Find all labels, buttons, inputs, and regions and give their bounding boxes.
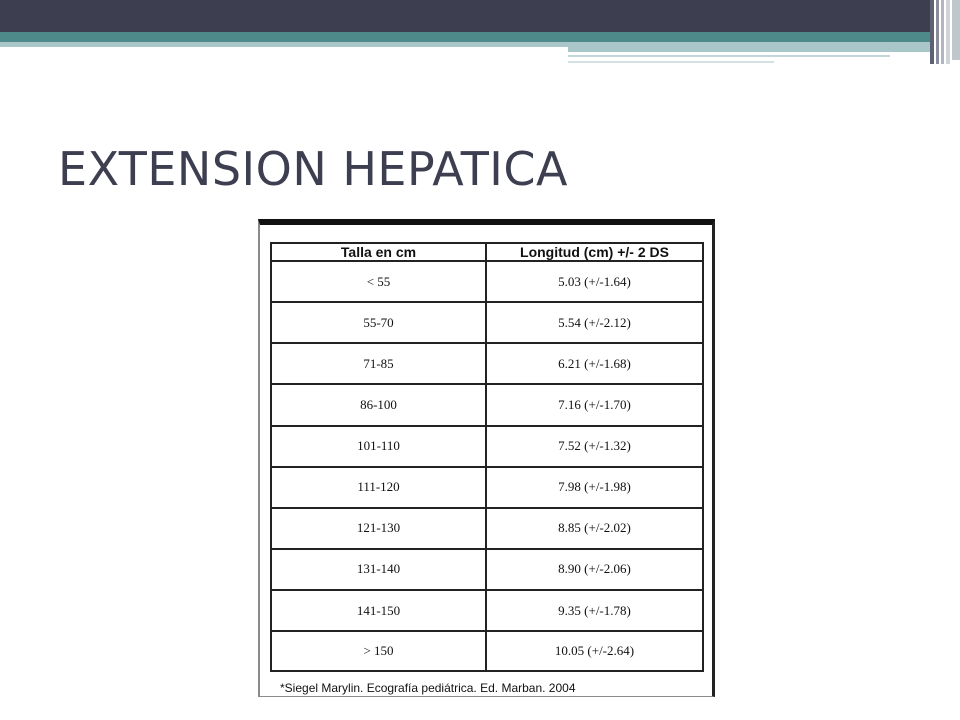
cell-longitud: 6.21 (+/-1.68)	[486, 343, 702, 384]
table-row	[272, 508, 702, 549]
cell-longitud: 7.16 (+/-1.70)	[486, 384, 702, 425]
band-edge-bar	[936, 0, 939, 64]
cell-talla: 101-110	[272, 426, 486, 467]
table-header-row	[272, 244, 702, 261]
cell-talla: 121-130	[272, 508, 486, 549]
cell-longitud: 8.85 (+/-2.02)	[486, 508, 702, 549]
table-row	[272, 549, 702, 590]
header-longitud: Longitud (cm) +/- 2 DS	[486, 244, 702, 261]
cell-talla: 55-70	[272, 302, 486, 343]
table-row	[272, 343, 702, 384]
table-row	[272, 590, 702, 631]
table-row	[272, 631, 702, 670]
band-light-stripe-left	[0, 42, 568, 47]
table-image-frame	[258, 219, 715, 697]
band-edge-bar	[952, 0, 960, 60]
table-row	[272, 261, 702, 302]
table-row	[272, 384, 702, 425]
header-talla: Talla en cm	[272, 244, 486, 261]
table-row	[272, 426, 702, 467]
source-citation: *Siegel Marylin. Ecografía pediátrica. Ed. Marban. 2004	[280, 681, 576, 695]
band-light-stripe-right	[568, 42, 930, 52]
cell-longitud: 8.90 (+/-2.06)	[486, 549, 702, 590]
cell-talla: < 55	[272, 261, 486, 302]
table-row	[272, 467, 702, 508]
liver-length-table	[272, 244, 702, 670]
band-thin-line-short	[568, 61, 774, 63]
band-dark-stripe	[0, 0, 930, 32]
cell-talla: > 150	[272, 631, 486, 670]
band-edge-bar	[946, 0, 950, 64]
top-decorative-band	[0, 0, 960, 70]
cell-talla: 131-140	[272, 549, 486, 590]
cell-talla: 71-85	[272, 343, 486, 384]
cell-longitud: 9.35 (+/-1.78)	[486, 590, 702, 631]
cell-talla: 111-120	[272, 467, 486, 508]
cell-longitud: 7.52 (+/-1.32)	[486, 426, 702, 467]
cell-longitud: 5.54 (+/-2.12)	[486, 302, 702, 343]
slide-title: EXTENSION HEPATICA	[58, 142, 568, 196]
cell-longitud: 10.05 (+/-2.64)	[486, 631, 702, 670]
cell-longitud: 7.98 (+/-1.98)	[486, 467, 702, 508]
cell-talla: 86-100	[272, 384, 486, 425]
band-thin-line	[568, 55, 890, 57]
cell-longitud: 5.03 (+/-1.64)	[486, 261, 702, 302]
cell-talla: 141-150	[272, 590, 486, 631]
table-container	[270, 242, 704, 672]
band-edge-bar	[930, 0, 934, 64]
band-teal-stripe	[0, 32, 930, 42]
table-row	[272, 302, 702, 343]
band-edge-bar	[941, 0, 944, 64]
